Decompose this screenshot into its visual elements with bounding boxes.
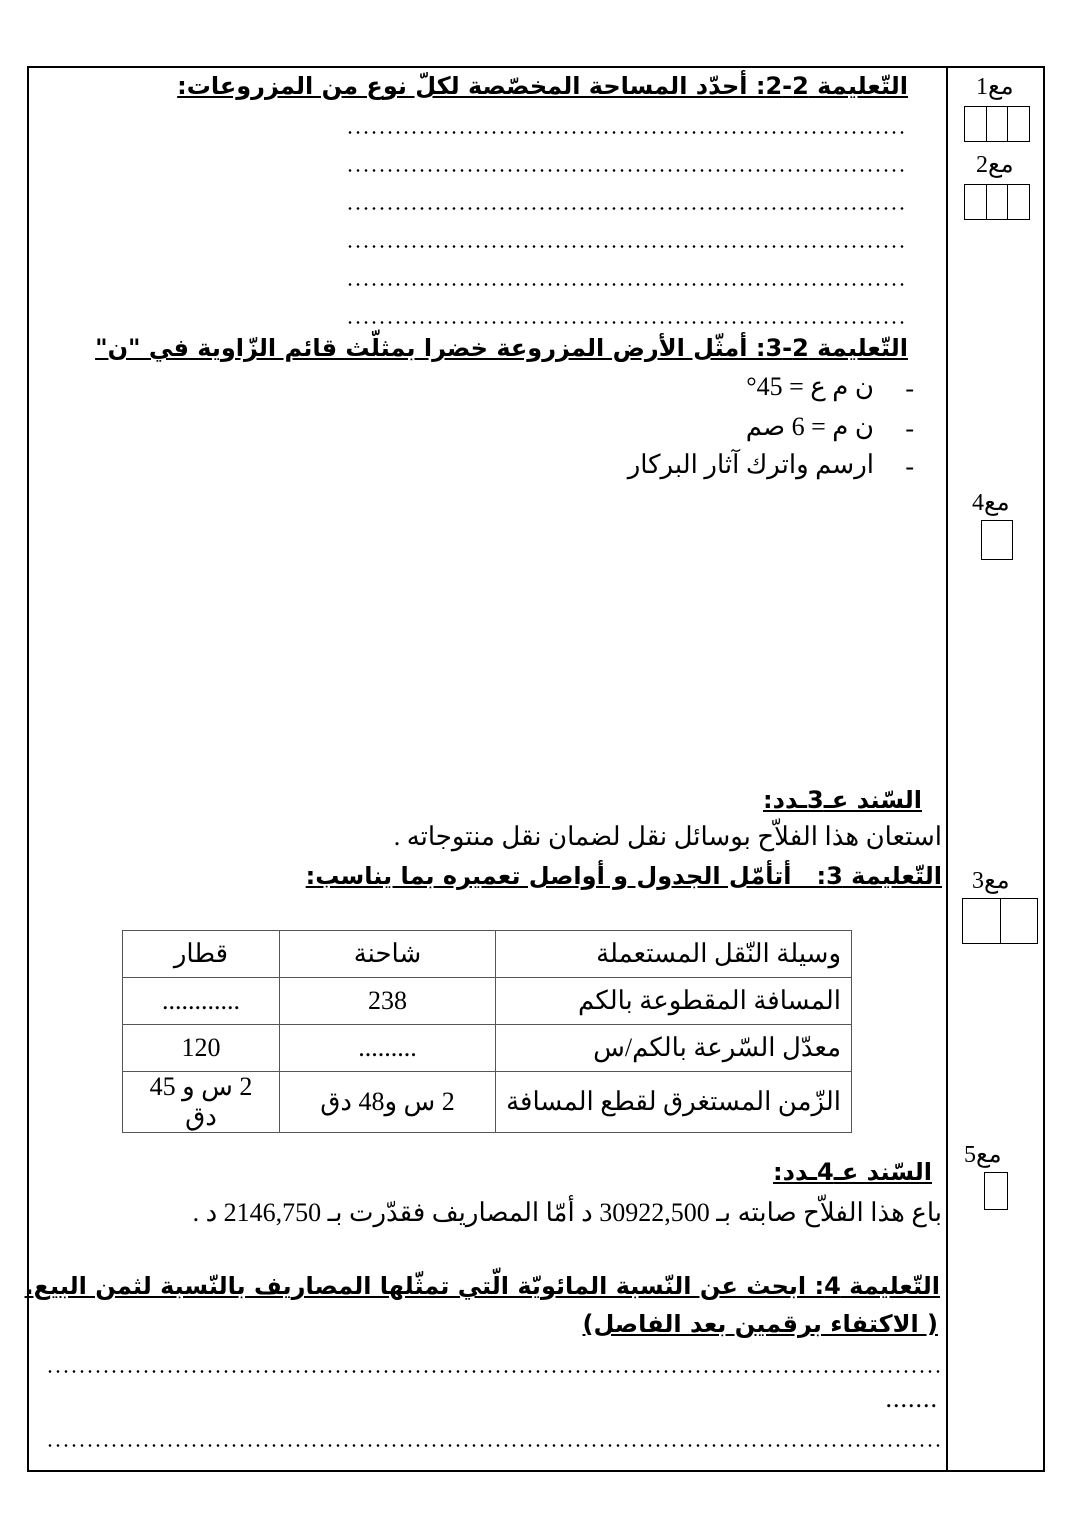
table-cell: الزّمن المستغرق لقطع المسافة xyxy=(496,1072,852,1133)
bullet: - xyxy=(905,414,914,443)
instruction-3-title: التّعليمة 3: أتأمّل الجدول و أواصل تعميره بما يناسب: xyxy=(305,862,942,890)
support-3-text: استعان هذا الفلاّح بوسائل نقل لضمان نقل منتوجاته . xyxy=(393,822,942,851)
criterion-label-2: مع2 xyxy=(976,152,1014,178)
table-cell: 2 س و 45 دق xyxy=(123,1072,280,1133)
score-box[interactable] xyxy=(962,898,1038,944)
transport-table xyxy=(122,930,852,1133)
answer-line[interactable] xyxy=(346,321,908,324)
table-cell: معدّل السّرعة بالكم/س xyxy=(496,1025,852,1072)
table-cell: وسيلة النّقل المستعملة xyxy=(496,931,852,978)
instruction-2-3-title: التّعليمة 2-3: أمثّل الأرض المزروعة خضرا بمثلّث قائم الزّاوية في "ن" xyxy=(95,334,908,362)
given-angle: ن م ع = 45° xyxy=(746,372,874,401)
answer-line[interactable] xyxy=(346,131,908,134)
table-cell: قطار xyxy=(123,931,280,978)
answer-line[interactable] xyxy=(46,1370,940,1373)
table-cell: 120 xyxy=(123,1025,280,1072)
criterion-label-1: مع1 xyxy=(976,74,1014,100)
short-answer-dots[interactable]: ....... xyxy=(885,1384,938,1413)
table-row xyxy=(123,1025,852,1072)
given-length: ن م = 6 صم xyxy=(745,412,874,441)
score-box[interactable] xyxy=(964,184,1030,220)
instruction-4-note: ( الاكتفاء برقمين بعد الفاصل) xyxy=(582,1310,938,1338)
draw-instruction: ارسم واترك آثار البركار xyxy=(627,450,874,479)
bullet: - xyxy=(905,452,914,481)
bullet: - xyxy=(905,374,914,403)
table-cell: شاحنة xyxy=(280,931,496,978)
instruction-4-title: التّعليمة 4: ابحث عن النّسبة المائويّة الّتي تمثّلها المصاريف بالنّسبة لثمن البيع. xyxy=(24,1272,940,1300)
answer-line[interactable] xyxy=(346,207,908,210)
score-box[interactable] xyxy=(964,106,1030,142)
answer-line[interactable] xyxy=(46,1444,940,1447)
support-4-text: باع هذا الفلاّح صابته بـ 30922,500 د أمّا المصاريف فقدّرت بـ 2146,750 د . xyxy=(192,1198,942,1227)
margin-divider xyxy=(946,66,948,1472)
criterion-label-4: مع4 xyxy=(972,490,1010,516)
table-row xyxy=(123,978,852,1025)
table-row xyxy=(123,931,852,978)
table-cell: 238 xyxy=(280,978,496,1025)
table-cell-blank[interactable]: ............ xyxy=(123,978,280,1025)
instruction-2-2-title: التّعليمة 2-2: أحدّد المساحة المخصّصة لكلّ نوع من المزروعات: xyxy=(177,72,908,100)
table-cell: 2 س و48 دق xyxy=(280,1072,496,1133)
table-row xyxy=(123,1072,852,1133)
drawing-area[interactable] xyxy=(40,490,940,780)
support-4-title: السّند عـ4ـدد: xyxy=(773,1158,932,1186)
criterion-label-5: مع5 xyxy=(964,1142,1002,1168)
criterion-label-3: مع3 xyxy=(972,868,1010,894)
table-cell-blank[interactable]: ......... xyxy=(280,1025,496,1072)
score-box[interactable] xyxy=(984,1172,1008,1210)
answer-line[interactable] xyxy=(346,169,908,172)
support-3-title: السّند عـ3ـدد: xyxy=(763,786,922,814)
table-cell: المسافة المقطوعة بالكم xyxy=(496,978,852,1025)
answer-line[interactable] xyxy=(346,245,908,248)
score-box[interactable] xyxy=(981,520,1013,560)
answer-line[interactable] xyxy=(346,283,908,286)
